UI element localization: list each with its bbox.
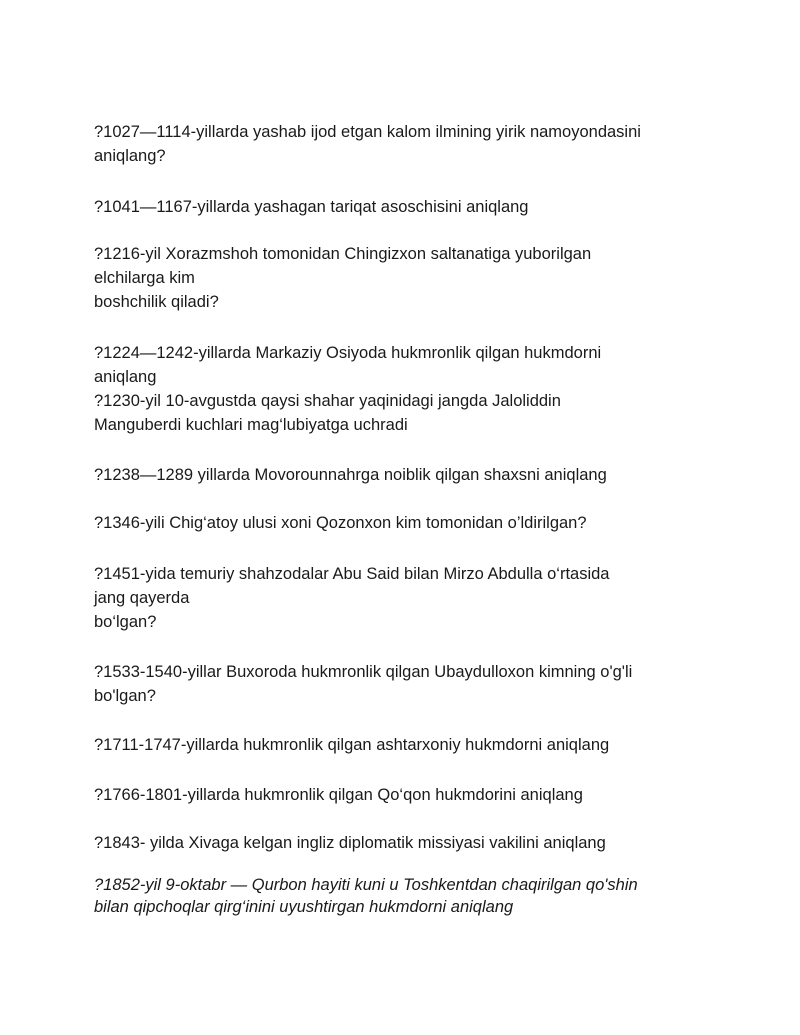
question-line: ?1224—1242-yillarda Markaziy Osiyoda hukmronlik qilgan hukmdorni (94, 344, 602, 362)
question-line: ?1230-yil 10-avgustda qaysi shahar yaqinidagi jangda Jaloliddin (94, 392, 561, 410)
question-1533 (94, 660, 734, 708)
question-line: boshchilik qiladi? (94, 293, 219, 311)
question-line: ?1216-yil Xorazmshoh tomonidan Chingizxon saltanatiga yuborilgan (94, 245, 592, 263)
question-1027 (94, 120, 734, 168)
question-line: ?1238—1289 yillarda Movorounnahrga noiblik qilgan shaxsni aniqlang (94, 466, 607, 484)
question-line: ?1711-1747-yillarda hukmronlik qilgan ashtarxoniy hukmdorni aniqlang (94, 736, 610, 754)
question-line: jang qayerda (94, 589, 190, 607)
question-line: ?1843- yilda Xivaga kelgan ingliz diplomatik missiyasi vakilini aniqlang (94, 834, 606, 852)
question-line: ?1852-yil 9-oktabr — Qurbon hayiti kuni u Toshkentdan chaqirilgan qo'shin (94, 876, 638, 894)
question-line: aniqlang (94, 368, 157, 386)
question-1230 (94, 389, 734, 437)
question-1224 (94, 341, 734, 389)
question-line: ?1041—1167-yillarda yashagan tariqat asoschisini aniqlang (94, 198, 529, 216)
question-line: aniqlang? (94, 147, 166, 165)
question-1711 (94, 733, 734, 757)
question-line: ?1027—1114-yillarda yashab ijod etgan kalom ilmining yirik namoyondasini (94, 123, 641, 141)
question-line: ?1346-yili Chig‘atoy ulusi xoni Qozonxon kim tomonidan o’ldirilgan? (94, 514, 587, 532)
question-line: Manguberdi kuchlari mag‘lubiyatga uchradi (94, 416, 408, 434)
question-1238 (94, 463, 734, 487)
question-line: elchilarga kim (94, 269, 195, 287)
question-line: bilan qipchoqlar qirg‘inini uyushtirgan hukmdorni aniqlang (94, 898, 514, 916)
question-line: ?1451-yida temuriy shahzodalar Abu Said bilan Mirzo Abdulla o‘rtasida (94, 565, 610, 583)
question-1346 (94, 511, 734, 535)
question-1843 (94, 831, 734, 855)
question-line: ?1533-1540-yillar Buxoroda hukmronlik qilgan Ubaydulloxon kimning o'g'li (94, 663, 633, 681)
question-1766 (94, 783, 734, 807)
question-line: bo‘lgan? (94, 613, 157, 631)
question-line: bo'lgan? (94, 687, 156, 705)
question-1216 (94, 242, 734, 314)
question-line: ?1766-1801-yillarda hukmronlik qilgan Qo‘qon hukmdorini aniqlang (94, 786, 583, 804)
question-1451 (94, 562, 734, 634)
question-1041 (94, 195, 734, 219)
question-1852 (94, 874, 734, 918)
